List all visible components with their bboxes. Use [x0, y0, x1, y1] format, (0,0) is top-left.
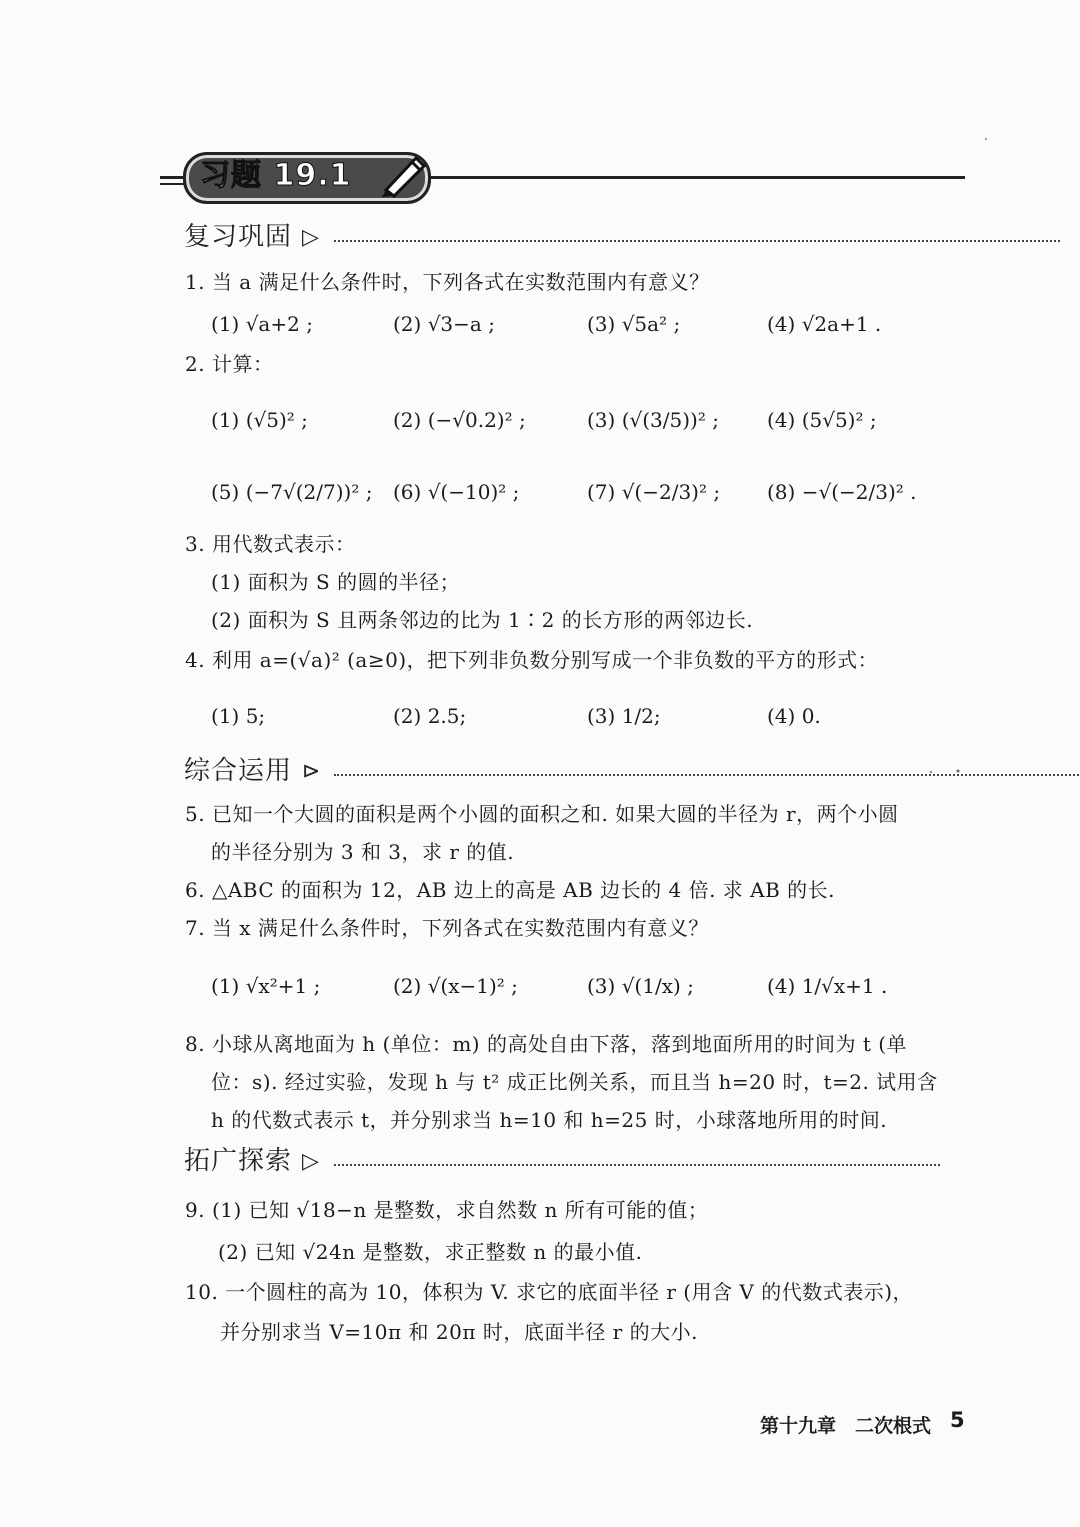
- problem-4-stem: 4. 利用 a=(√a)² (a≥0)，把下列非负数分别写成一个非负数的平方的形式：: [185, 648, 879, 672]
- problem-4-item-3: (3) 1/2;: [587, 704, 661, 728]
- problem-10-line-1: 10. 一个圆柱的高为 10，体积为 V. 求它的底面半径 r (用含 V 的代数式表示)，: [185, 1280, 914, 1304]
- chapter-footer: 第十九章 二次根式: [760, 1415, 932, 1437]
- problem-2-item-8: (8) −√(−2/3)² .: [767, 480, 917, 504]
- problem-1-item-2: (2) √3−a ;: [393, 312, 495, 336]
- problem-7-item-3: (3) √(1/x) ;: [587, 974, 694, 998]
- problem-7-item-1: (1) √x²+1 ;: [211, 974, 321, 998]
- problem-3-sub-2: (2) 面积为 S 且两条邻边的比为 1∶2 的长方形的两邻边长.: [211, 608, 754, 632]
- problem-2-item-1: (1) (√5)² ;: [211, 408, 308, 432]
- exercise-title: 习题 19.1: [200, 158, 352, 193]
- page-number: 5: [950, 1408, 965, 1432]
- problem-9-line-1: 9. (1) 已知 √18−n 是整数，求自然数 n 所有可能的值；: [185, 1198, 709, 1222]
- triangle-arrow-icon: ▷: [302, 224, 320, 250]
- problem-4-item-2: (2) 2.5;: [393, 704, 467, 728]
- problem-2-item-5: (5) (−7√(2/7))² ;: [211, 480, 373, 504]
- problem-5-line-1: 5. 已知一个大圆的面积是两个小圆的面积之和. 如果大圆的半径为 r，两个小圆: [185, 802, 899, 826]
- section-apply-label: 综合运用: [184, 756, 293, 786]
- problem-9-line-2: (2) 已知 √24n 是整数，求正整数 n 的最小值.: [218, 1240, 643, 1264]
- problem-1-item-4: (4) √2a+1 .: [767, 312, 882, 336]
- triangle-arrow-icon: ⊳: [302, 758, 322, 784]
- problem-3-sub-1: (1) 面积为 S 的圆的半径；: [211, 570, 461, 594]
- problem-1-item-3: (3) √5a² ;: [587, 312, 681, 336]
- problem-2-item-7: (7) √(−2/3)² ;: [587, 480, 721, 504]
- problem-8-line-2: 位：s). 经过实验，发现 h 与 t² 成正比例关系，而且当 h=20 时，t=2. 试用含: [211, 1070, 938, 1094]
- problem-4-item-1: (1) 5;: [211, 704, 266, 728]
- problem-2-item-2: (2) (−√0.2)² ;: [393, 408, 526, 432]
- problem-10-line-2: 并分别求当 V=10π 和 20π 时，底面半径 r 的大小.: [220, 1320, 698, 1344]
- problem-6-text: 6. △ABC 的面积为 12，AB 边上的高是 AB 边长的 4 倍. 求 AB 的长.: [185, 878, 836, 902]
- problem-7-stem: 7. 当 x 满足什么条件时，下列各式在实数范围内有意义？: [185, 916, 709, 940]
- problem-3-stem: 3. 用代数式表示：: [185, 532, 356, 556]
- problem-7-item-2: (2) √(x−1)² ;: [393, 974, 518, 998]
- section-explore-label: 拓广探索: [184, 1146, 293, 1176]
- problem-1-item-1: (1) √a+2 ;: [211, 312, 313, 336]
- problem-2-item-4: (4) (5√5)² ;: [767, 408, 877, 432]
- problem-1-stem: 1. 当 a 满足什么条件时，下列各式在实数范围内有意义？: [185, 270, 710, 294]
- problem-2-stem: 2. 计算：: [185, 352, 274, 376]
- problem-8-line-3: h 的代数式表示 t，并分别求当 h=10 和 h=25 时，小球落地所用的时间.: [211, 1108, 888, 1132]
- problem-2-item-6: (6) √(−10)² ;: [393, 480, 520, 504]
- problem-8-line-1: 8. 小球从离地面为 h (单位：m) 的高处自由下落，落到地面所用的时间为 t (单: [185, 1032, 908, 1056]
- problem-7-item-4: (4) 1/√x+1 .: [767, 974, 888, 998]
- section-review-label: 复习巩固: [184, 222, 293, 252]
- problem-5-line-2: 的半径分别为 3 和 3，求 r 的值.: [211, 840, 515, 864]
- problem-4-item-4: (4) 0.: [767, 704, 821, 728]
- triangle-arrow-icon: ▷: [302, 1148, 320, 1174]
- problem-2-item-3: (3) (√(3/5))² ;: [587, 408, 719, 432]
